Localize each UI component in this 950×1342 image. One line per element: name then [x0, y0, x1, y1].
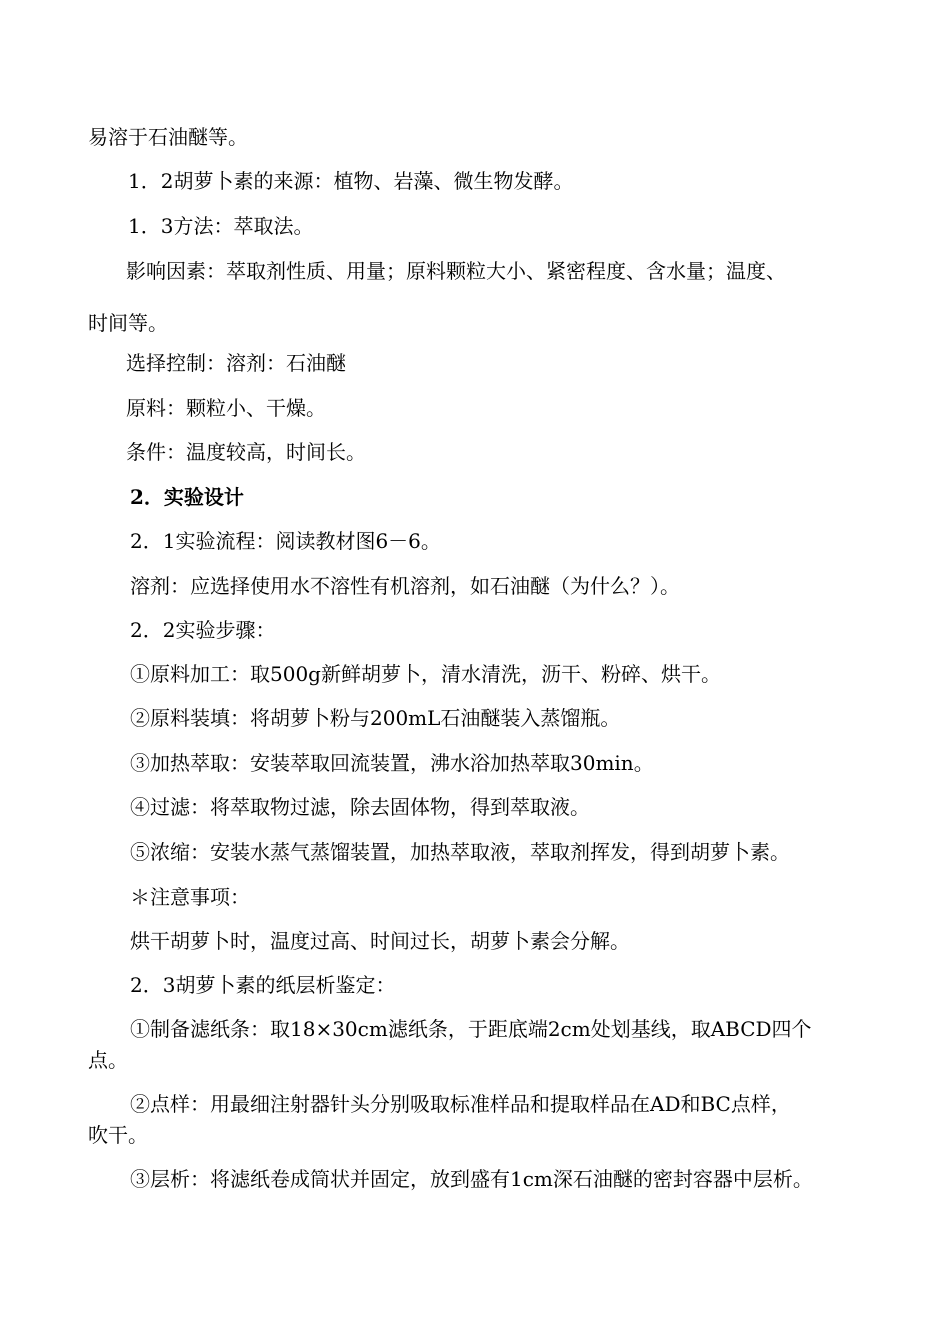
- text-line: 点。: [88, 1048, 128, 1072]
- text-line: 影响因素：萃取剂性质、用量；原料颗粒大小、紧密程度、含水量；温度、: [126, 259, 786, 283]
- section-1-2-line: 1．2胡萝卜素的来源：植物、岩藻、微生物发酵。: [128, 169, 574, 193]
- step-line: ⑤浓缩：安装水蒸气蒸馏装置，加热萃取液，萃取剂挥发，得到胡萝卜素。: [130, 840, 790, 864]
- text-line: 溶剂：应选择使用水不溶性有机溶剂，如石油醚（为什么？）。: [130, 574, 680, 598]
- step-line: ③层析：将滤纸卷成筒状并固定，放到盛有1cm深石油醚的密封容器中层析。: [130, 1167, 813, 1191]
- text-line: 选择控制：溶剂：石油醚: [126, 351, 346, 375]
- text-line: 吹干。: [88, 1123, 148, 1147]
- text-line: 时间等。: [88, 311, 168, 335]
- section-2-1-line: 2．1实验流程：阅读教材图6－6。: [130, 529, 441, 553]
- text-line: 原料：颗粒小、干燥。: [126, 396, 326, 420]
- step-line: ①原料加工：取500g新鲜胡萝卜，清水清洗，沥干、粉碎、烘干。: [130, 662, 721, 686]
- step-line: ②点样：用最细注射器针头分别吸取标准样品和提取样品在AD和BC点样，: [130, 1092, 791, 1116]
- section-1-3-line: 1．3方法：萃取法。: [128, 214, 314, 238]
- notes-heading: ＊注意事项：: [130, 885, 250, 909]
- text-line: 条件：温度较高，时间长。: [126, 440, 366, 464]
- text-line: 易溶于石油醚等。: [88, 125, 248, 149]
- step-line: ①制备滤纸条：取18×30cm滤纸条，于距底端2cm处划基线，取ABCD四个: [130, 1017, 812, 1041]
- section-2-3-line: 2．3胡萝卜素的纸层析鉴定：: [130, 973, 396, 997]
- text-line: 烘干胡萝卜时，温度过高、时间过长，胡萝卜素会分解。: [130, 929, 630, 953]
- section-heading: 2．实验设计: [130, 485, 244, 509]
- step-line: ②原料装填：将胡萝卜粉与200mL石油醚装入蒸馏瓶。: [130, 706, 621, 730]
- step-line: ④过滤：将萃取物过滤，除去固体物，得到萃取液。: [130, 795, 590, 819]
- section-2-2-line: 2．2实验步骤：: [130, 618, 276, 642]
- step-line: ③加热萃取：安装萃取回流装置，沸水浴加热萃取30min。: [130, 751, 654, 775]
